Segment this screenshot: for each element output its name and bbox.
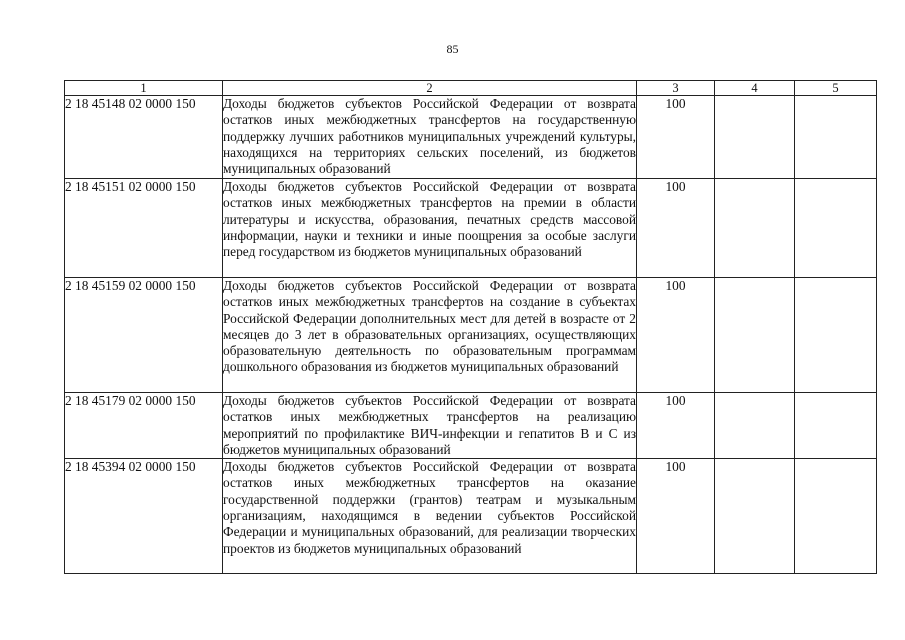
description-cell: Доходы бюджетов субъектов Российской Федерации от возврата остатков иных межбюджетных трансфертов на государственную поддержку лучших работников муниципальных учреждений культуры, находящихся на территориях сельских поселений, из бюджетов муниципальных образований: [223, 96, 637, 179]
value-cell-col4: [715, 459, 795, 574]
value-cell-col4: [715, 96, 795, 179]
budget-code-cell: 2 18 45151 02 0000 150: [65, 179, 223, 278]
table-row: [65, 179, 877, 278]
value-cell-col5: [795, 459, 877, 574]
value-cell-col3: 100: [637, 459, 715, 574]
value-cell-col3: 100: [637, 96, 715, 179]
column-header-2: 2: [223, 81, 637, 96]
value-cell-col5: [795, 278, 877, 393]
page-number: 85: [446, 42, 459, 56]
table-header-row: [65, 81, 877, 96]
budget-revenue-table: [64, 80, 877, 574]
value-cell-col5: [795, 96, 877, 179]
value-cell-col4: [715, 278, 795, 393]
column-header-3: 3: [637, 81, 715, 96]
column-header-4: 4: [715, 81, 795, 96]
value-cell-col3: 100: [637, 179, 715, 278]
budget-code-cell: 2 18 45148 02 0000 150: [65, 96, 223, 179]
description-cell: Доходы бюджетов субъектов Российской Федерации от возврата остатков иных межбюджетных трансфертов на реализацию мероприятий по профилактике ВИЧ-инфекции и гепатитов В и С из бюджетов муниципальных образований: [223, 393, 636, 457]
description-cell: Доходы бюджетов субъектов Российской Федерации от возврата остатков иных межбюджетных трансфертов на оказание государственной поддержки (грантов) театрам и музыкальным организациям, находящимся в ведении субъектов Российской Федерации и муниципальных образований, для реализации творческих проектов из бюджетов муниципальных образований: [223, 459, 637, 574]
table-row: [65, 96, 877, 179]
table-row: [65, 278, 877, 393]
budget-code-cell: 2 18 45179 02 0000 150: [65, 393, 223, 459]
value-cell-col4: [715, 393, 795, 459]
value-cell-col3: 100: [637, 278, 715, 393]
description-cell: Доходы бюджетов субъектов Российской Федерации от возврата остатков иных межбюджетных трансфертов на премии в области литературы и искусства, образования, печатных средств массовой информации, науки и техники и иные поощрения за особые заслуги перед государством из бюджетов муниципальных образований: [223, 179, 637, 278]
value-cell-col5: [795, 179, 877, 278]
description-cell: Доходы бюджетов субъектов Российской Федерации от возврата остатков иных межбюджетных трансфертов на создание в субъектах Российской Федерации дополнительных мест для детей в возрасте от 2 месяцев до 3 лет в образовательных организациях, осуществляющих образовательную деятельность по образовательным программам дошкольного образования из бюджетов муниципальных образований: [223, 278, 637, 393]
value-cell-col5: [795, 393, 877, 459]
table-row: [65, 393, 877, 459]
value-cell-col3: 100: [637, 393, 715, 459]
value-cell-col4: [715, 179, 795, 278]
column-header-1: 1: [65, 81, 223, 96]
budget-code-cell: 2 18 45159 02 0000 150: [65, 278, 223, 393]
column-header-5: 5: [795, 81, 877, 96]
table-row: [65, 459, 877, 574]
budget-code-cell: 2 18 45394 02 0000 150: [65, 459, 223, 574]
